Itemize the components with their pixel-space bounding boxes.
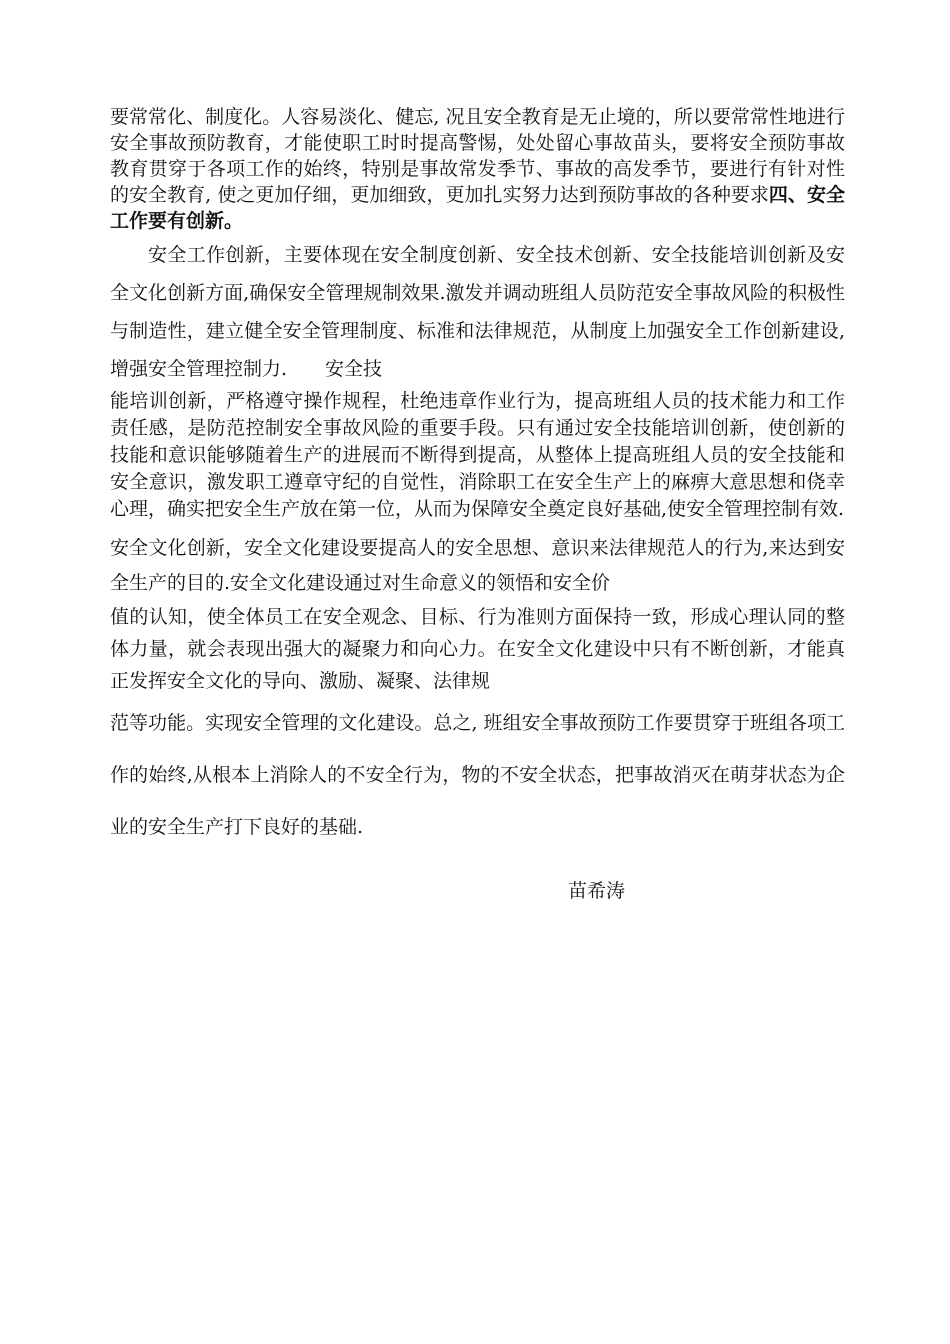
paragraph-conclusion: 范等功能。实现安全管理的文化建设。总之, 班组安全事故预防工作要贯穿于班组各项工作的始终,从根本上消除人的不安全行为，物的不安全状态，把事故消灭在萌芽状态为企业的安全生产打下良好的基础.: [110, 712, 845, 838]
paragraph-education-text: 要常常化、制度化。人容易淡化、健忘, 况且安全教育是无止境的，所以要常常性地进行安全事故预防教育，才能使职工时时提高警惕，处处留心事故苗头，要将安全预防事故教育贯穿于各项工作的始终，特别是事故常发季节、事故的高发季节，要进行有针对性的安全教育, 使之更加仔细，更加细致，更加扎实努力达到预防事故的各种要求: [110, 106, 845, 206]
paragraph-culture-body: 值的认知，使全体员工在安全观念、目标、行为准则方面保持一致，形成心理认同的整体力量，就会表现出强大的凝聚力和向心力。在安全文化建设中只有不断创新，才能真正发挥安全文化的导向、激励、凝聚、法律规: [110, 606, 845, 692]
paragraph-education: [110, 104, 845, 234]
document-body: [110, 104, 845, 853]
author-signature: 苗希涛: [568, 880, 626, 902]
paragraph-skill-training: 能培训创新，严格遵守操作规程，杜绝违章作业行为，提高班组人员的技术能力和工作责任感，是防范控制安全事故风险的重要手段。只有通过安全技能培训创新，使创新的技能和意识能够随着生产的进展而不断得到提高，从整体上提高班组人员的安全技能和安全意识，激发职工遵章守纪的自觉性，消除职工在安全生产上的麻痹大意思想和侥幸心理，确实把安全生产放在第一位，从而为保障安全奠定良好基础,使安全管理控制有效.: [110, 390, 845, 520]
section-heading: 四、安全工作要有创新。: [110, 184, 845, 232]
paragraph-culture-intro: 安全文化创新，安全文化建设要提高人的安全思想、意识来法律规范人的行为,来达到安全生产的目的.安全文化建设通过对生命意义的领悟和安全价: [110, 537, 845, 594]
paragraph-innovation-intro: 安全工作创新，主要体现在安全制度创新、安全技术创新、安全技能培训创新及安全文化创新方面,确保安全管理规制效果.激发并调动班组人员防范安全事故风险的积极性与制造性，建立健全安全管理制度、标准和法律规范，从制度上加强安全工作创新建设,增强安全管理控制力. 安全技: [110, 244, 845, 380]
